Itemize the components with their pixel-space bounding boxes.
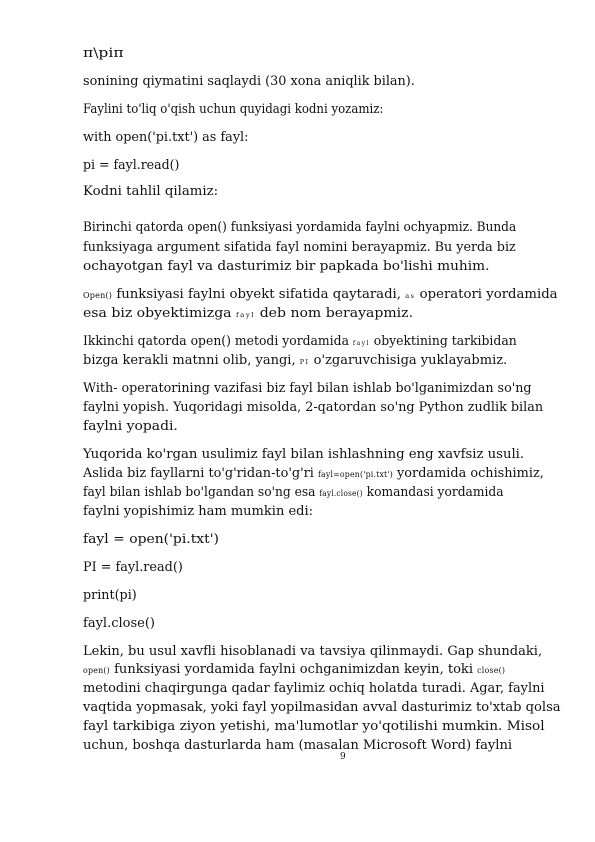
inline-code: close(): [477, 666, 506, 675]
text-run: uchun, boshqa dasturlarda ham (masalan Microsoft Word) faylni: [83, 738, 513, 753]
text-run: sonining qiymatini saqlaydi (30 xona aniqlik bilan).: [83, 74, 415, 89]
text-run: obyektining tarkibidan: [369, 334, 517, 349]
text-run: Birinchi qatorda open() funksiyasi yordamida faylni ochyapmiz. Bunda: [83, 220, 517, 235]
text-line: [83, 587, 137, 605]
text-line: [83, 239, 516, 257]
text-run: ochayotgan fayl va dasturimiz bir papkada bo'lishi muhim.: [83, 259, 490, 274]
text-run: yordamida ochishimiz,: [392, 466, 544, 481]
text-line: [83, 699, 561, 717]
text-run: Ikkinchi qatorda open() metodi yordamida: [83, 334, 353, 349]
inline-code: fayl: [236, 311, 256, 319]
text-run: deb nom berayapmiz.: [255, 306, 414, 321]
text-run: funksiyasi faylni obyekt sifatida qaytaradi,: [112, 287, 406, 302]
text-line: [83, 503, 313, 521]
text-line: [83, 643, 542, 661]
inline-code: as: [405, 292, 416, 300]
text-run: With- operatorining vazifasi biz fayl bilan ishlab bo'lganimizdan so'ng: [83, 381, 532, 396]
text-run: faylni yopishimiz ham mumkin edi:: [83, 504, 314, 519]
inline-code: fayl=open('pi.txt'): [317, 470, 393, 479]
text-run: fayl bilan ishlab bo'lgandan so'ng esa: [83, 485, 320, 500]
inline-code: fayl: [352, 339, 370, 347]
text-line: [83, 73, 415, 91]
text-run: fayl.close(): [83, 616, 156, 631]
inline-code: PI: [299, 358, 310, 366]
text-line: [83, 680, 545, 698]
text-line: [83, 484, 504, 503]
text-line: [83, 380, 532, 398]
text-run: metodini chaqirgunga qadar faylimiz ochiq holatda turadi. Agar, faylni: [83, 681, 545, 696]
inline-code: Open(): [83, 291, 113, 300]
text-line: [83, 531, 219, 549]
text-run: operatori yordamida: [415, 287, 558, 302]
text-line: [83, 718, 545, 736]
text-line: [83, 352, 507, 371]
text-run: Lekin, bu usul xavfli hisoblanadi va tavsiya qilinmaydi. Gap shundaki,: [83, 644, 543, 659]
text-line: [83, 305, 413, 324]
text-run: PI = fayl.read(): [83, 560, 183, 575]
text-run: komandasi yordamida: [362, 485, 504, 500]
text-run: vaqtida yopmasak, yoki fayl yopilmasidan avval dasturimiz to'xtab qolsa: [83, 700, 561, 715]
text-line: [83, 615, 155, 633]
page-number: 9: [340, 752, 346, 762]
text-line: [83, 465, 544, 484]
text-line: [83, 737, 512, 755]
text-run: faylni yopish. Yuqoridagi misolda, 2-qatordan so'ng Python zudlik bilan: [83, 400, 544, 415]
text-line: [83, 129, 248, 147]
text-line: [83, 45, 124, 63]
text-run: funksiyasi yordamida faylni ochganimizdan keyin, toki: [109, 662, 478, 677]
text-run: fayl tarkibiga ziyon yetishi, ma'lumotlar yo'qotilishi mumkin. Misol: [83, 719, 545, 734]
text-line: [83, 399, 543, 417]
text-line: [83, 446, 524, 464]
text-run: pi = fayl.read(): [83, 158, 180, 173]
text-run: with open('pi.txt') as fayl:: [83, 130, 249, 145]
text-line: [83, 418, 178, 436]
text-line: [83, 101, 383, 119]
text-run: Faylini to'liq o'qish uchun quyidagi kodni yozamiz:: [83, 102, 384, 117]
text-line: [83, 157, 179, 175]
text-run: esa biz obyektimizga: [83, 306, 237, 321]
text-line: [83, 286, 558, 305]
text-run: funksiyaga argument sifatida fayl nomini berayapmiz. Bu yerda biz: [83, 240, 516, 255]
text-run: Kodni tahlil qilamiz:: [83, 184, 219, 199]
text-line: [83, 559, 183, 577]
text-run: π\piπ: [83, 46, 124, 61]
text-line: [83, 219, 516, 237]
text-run: bizga kerakli matnni olib, yangi,: [83, 353, 300, 368]
text-run: Aslida biz fayllarni to'g'ridan-to'g'ri: [83, 466, 318, 481]
text-run: print(pi): [83, 588, 137, 603]
text-run: o'zgaruvchisiga yuklayabmiz.: [309, 353, 508, 368]
text-run: Yuqorida ko'rgan usulimiz fayl bilan ishlashning eng xavfsiz usuli.: [83, 447, 525, 462]
text-line: [83, 258, 489, 276]
text-run: faylni yopadi.: [83, 419, 178, 434]
text-line: [83, 333, 517, 352]
text-line: [83, 183, 218, 201]
inline-code: fayl.close(): [319, 489, 363, 498]
inline-code: open(): [83, 666, 110, 675]
text-run: fayl = open('pi.txt'): [83, 532, 219, 547]
text-line: [83, 661, 505, 680]
